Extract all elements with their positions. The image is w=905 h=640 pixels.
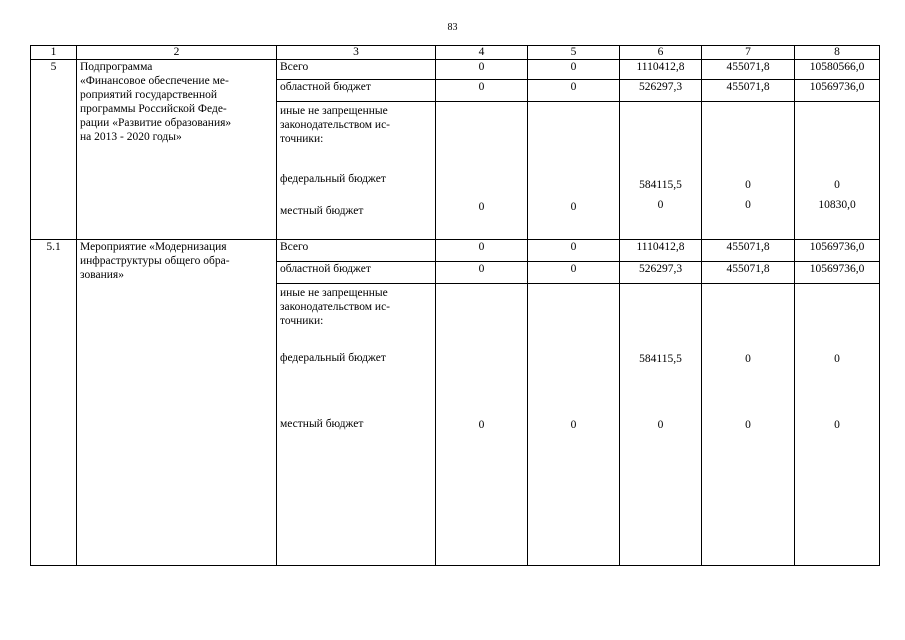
value-cell: 0 — [436, 240, 528, 262]
activity-name: Мероприятие «Модернизация инфраструктуры общего обра- зования» — [77, 240, 277, 566]
value-cell: 1110412,8 — [620, 60, 702, 80]
value-cell: 0 10830,0 — [795, 102, 880, 240]
source-label: областной бюджет — [277, 262, 436, 284]
value-cell: 0 — [436, 102, 528, 240]
table-row — [31, 240, 880, 262]
row-number: 5.1 — [31, 240, 77, 566]
other-sources-cell — [277, 284, 436, 566]
value-cell: 1110412,8 — [620, 240, 702, 262]
col-header-1: 1 — [31, 46, 77, 60]
other-sources-cell — [277, 102, 436, 240]
value-cell: 10569736,0 — [795, 240, 880, 262]
budget-table — [30, 45, 880, 566]
other-sources-label: точники: — [280, 133, 324, 145]
col-header-6: 6 — [620, 46, 702, 60]
col-header-3: 3 — [277, 46, 436, 60]
value-cell: 0 0 — [702, 102, 795, 240]
value-cell: 0 — [436, 284, 528, 566]
local-budget-label: местный бюджет — [280, 205, 364, 217]
source-label: Всего — [277, 60, 436, 80]
value-cell: 0 — [528, 60, 620, 80]
col-header-4: 4 — [436, 46, 528, 60]
value-cell: 0 — [528, 284, 620, 566]
value-cell: 0 — [528, 102, 620, 240]
other-sources-label: точники: — [280, 315, 324, 327]
source-label: Всего — [277, 240, 436, 262]
value-cell: 10569736,0 — [795, 80, 880, 102]
value-cell: 526297,3 — [620, 262, 702, 284]
other-sources-label: иные не запрещенные — [280, 287, 388, 299]
row-number: 5 — [31, 60, 77, 240]
header-row — [31, 46, 880, 60]
value-cell: 455071,8 — [702, 60, 795, 80]
other-sources-label: законодательством ис- — [280, 301, 390, 313]
source-label: областной бюджет — [277, 80, 436, 102]
table-row — [31, 60, 880, 80]
value-cell: 455071,8 — [702, 262, 795, 284]
local-budget-label: местный бюджет — [280, 418, 364, 430]
value-cell: 0 0 — [795, 284, 880, 566]
value-cell: 455071,8 — [702, 80, 795, 102]
value-cell: 0 — [528, 80, 620, 102]
value-cell: 455071,8 — [702, 240, 795, 262]
col-header-2: 2 — [77, 46, 277, 60]
value-cell: 0 — [528, 240, 620, 262]
federal-budget-label: федеральный бюджет — [280, 173, 386, 185]
col-header-8: 8 — [795, 46, 880, 60]
col-header-5: 5 — [528, 46, 620, 60]
federal-budget-label: федеральный бюджет — [280, 352, 386, 364]
value-cell: 10580566,0 — [795, 60, 880, 80]
value-cell: 0 — [436, 60, 528, 80]
program-name: Подпрограмма «Финансовое обеспечение ме- роприятий государственной программы Российской Феде- рации «Развитие образования» на 2013 - 2020 годы» — [77, 60, 277, 240]
value-cell: 526297,3 — [620, 80, 702, 102]
page-number: 83 — [447, 22, 458, 33]
value-cell: 584115,5 0 — [620, 102, 702, 240]
value-cell: 0 — [436, 262, 528, 284]
other-sources-label: законодательством ис- — [280, 119, 390, 131]
other-sources-label: иные не запрещенные — [280, 105, 388, 117]
value-cell: 0 — [528, 262, 620, 284]
col-header-7: 7 — [702, 46, 795, 60]
value-cell: 0 0 — [702, 284, 795, 566]
value-cell: 584115,5 0 — [620, 284, 702, 566]
value-cell: 10569736,0 — [795, 262, 880, 284]
value-cell: 0 — [436, 80, 528, 102]
